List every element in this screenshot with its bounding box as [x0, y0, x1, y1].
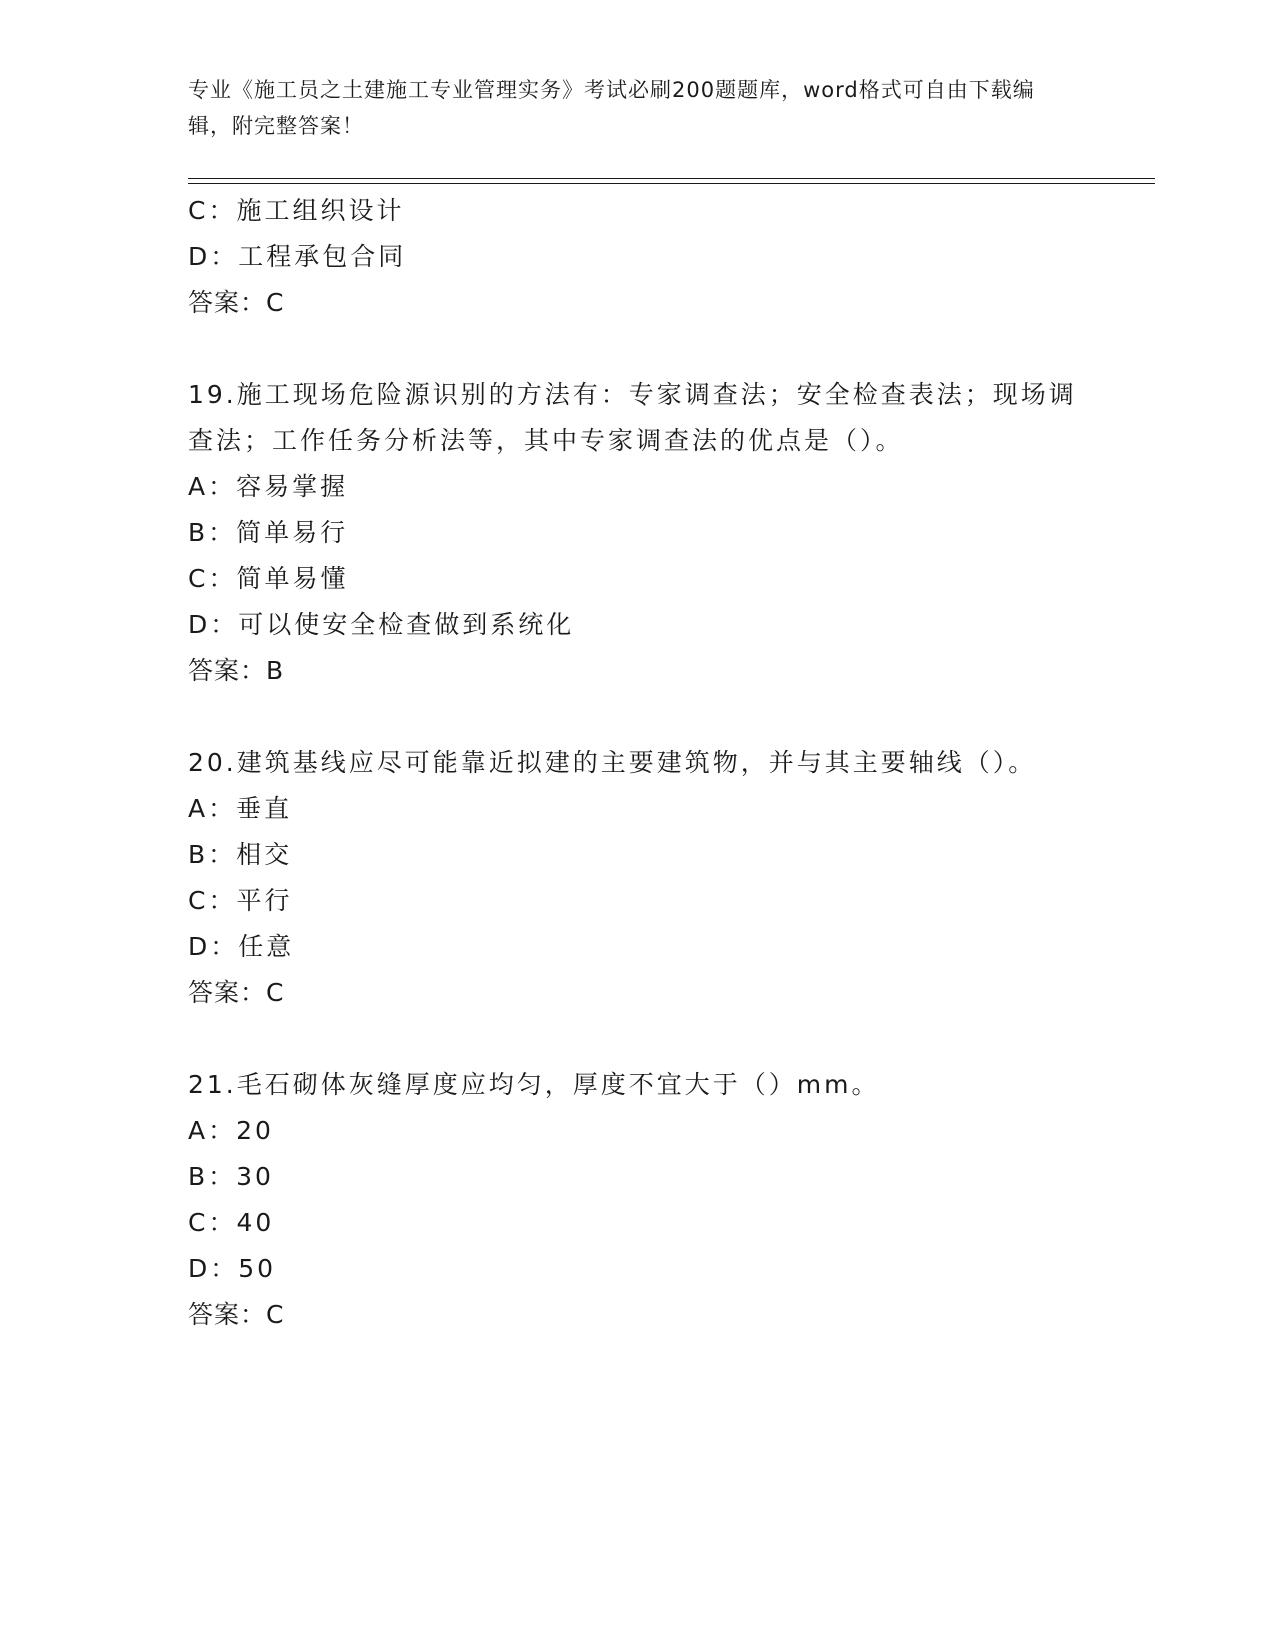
option-text: 50 — [238, 1254, 277, 1283]
option-text: 施工组织设计 — [236, 196, 405, 225]
question-list — [188, 188, 1088, 1338]
option-line — [188, 234, 1088, 280]
option-text: 30 — [236, 1162, 274, 1191]
option-line — [188, 1108, 1088, 1154]
question-stem: 施工现场危险源识别的方法有：专家调查法；安全检查表法；现场调查法；工作任务分析法等，其中专家调查法的优点是（）。 — [188, 380, 1077, 455]
option-line — [188, 510, 1088, 556]
option-label: C： — [188, 196, 237, 225]
header-divider-top — [188, 178, 1155, 179]
option-line — [188, 878, 1088, 924]
option-label: A： — [188, 794, 237, 823]
option-label: A： — [188, 472, 237, 501]
question-text — [188, 372, 1088, 464]
option-line — [188, 924, 1088, 970]
option-text: 垂直 — [236, 794, 293, 823]
option-text: 可以使安全检查做到系统化 — [238, 610, 575, 639]
question-text — [188, 740, 1088, 786]
question-number: 20. — [188, 748, 237, 777]
answer-line: 答案：C — [188, 1300, 285, 1329]
option-line — [188, 1154, 1088, 1200]
option-line — [188, 1200, 1088, 1246]
option-label: A： — [188, 1116, 237, 1145]
option-label: B： — [188, 518, 237, 547]
option-text: 工程承包合同 — [238, 242, 407, 271]
answer-line: 答案：C — [188, 288, 285, 317]
answer-line: 答案：C — [188, 978, 285, 1007]
option-text: 容易掌握 — [236, 472, 349, 501]
option-label: C： — [188, 886, 237, 915]
question-number: 21. — [188, 1070, 237, 1099]
option-label: C： — [188, 564, 237, 593]
option-text: 任意 — [238, 932, 295, 961]
option-label: B： — [188, 1162, 237, 1191]
question-text — [188, 1062, 1088, 1108]
option-text: 简单易懂 — [236, 564, 349, 593]
option-label: B： — [188, 840, 237, 869]
question-number: 19. — [188, 380, 237, 409]
option-label: D： — [188, 932, 239, 961]
page-header: 专业《施工员之土建施工专业管理实务》考试必刷200题题库，word格式可自由下载编辑，附完整答案！ — [188, 78, 1035, 138]
answer-line: 答案：B — [188, 656, 285, 685]
option-label: D： — [188, 242, 239, 271]
option-text: 40 — [236, 1208, 275, 1237]
option-text: 平行 — [236, 886, 293, 915]
option-line — [188, 464, 1088, 510]
option-line — [188, 188, 1088, 234]
option-line — [188, 556, 1088, 602]
option-line — [188, 1246, 1088, 1292]
question-stem: 毛石砌体灰缝厚度应均匀，厚度不宜大于（）mm。 — [236, 1070, 880, 1099]
option-text: 相交 — [236, 840, 293, 869]
option-line — [188, 832, 1088, 878]
header-divider-bottom — [188, 183, 1155, 184]
option-line — [188, 786, 1088, 832]
option-line — [188, 602, 1088, 648]
question-stem: 建筑基线应尽可能靠近拟建的主要建筑物，并与其主要轴线（）。 — [236, 748, 1037, 777]
option-label: D： — [188, 1254, 239, 1283]
option-label: C： — [188, 1208, 237, 1237]
option-label: D： — [188, 610, 239, 639]
option-text: 简单易行 — [236, 518, 349, 547]
option-text: 20 — [236, 1116, 274, 1145]
